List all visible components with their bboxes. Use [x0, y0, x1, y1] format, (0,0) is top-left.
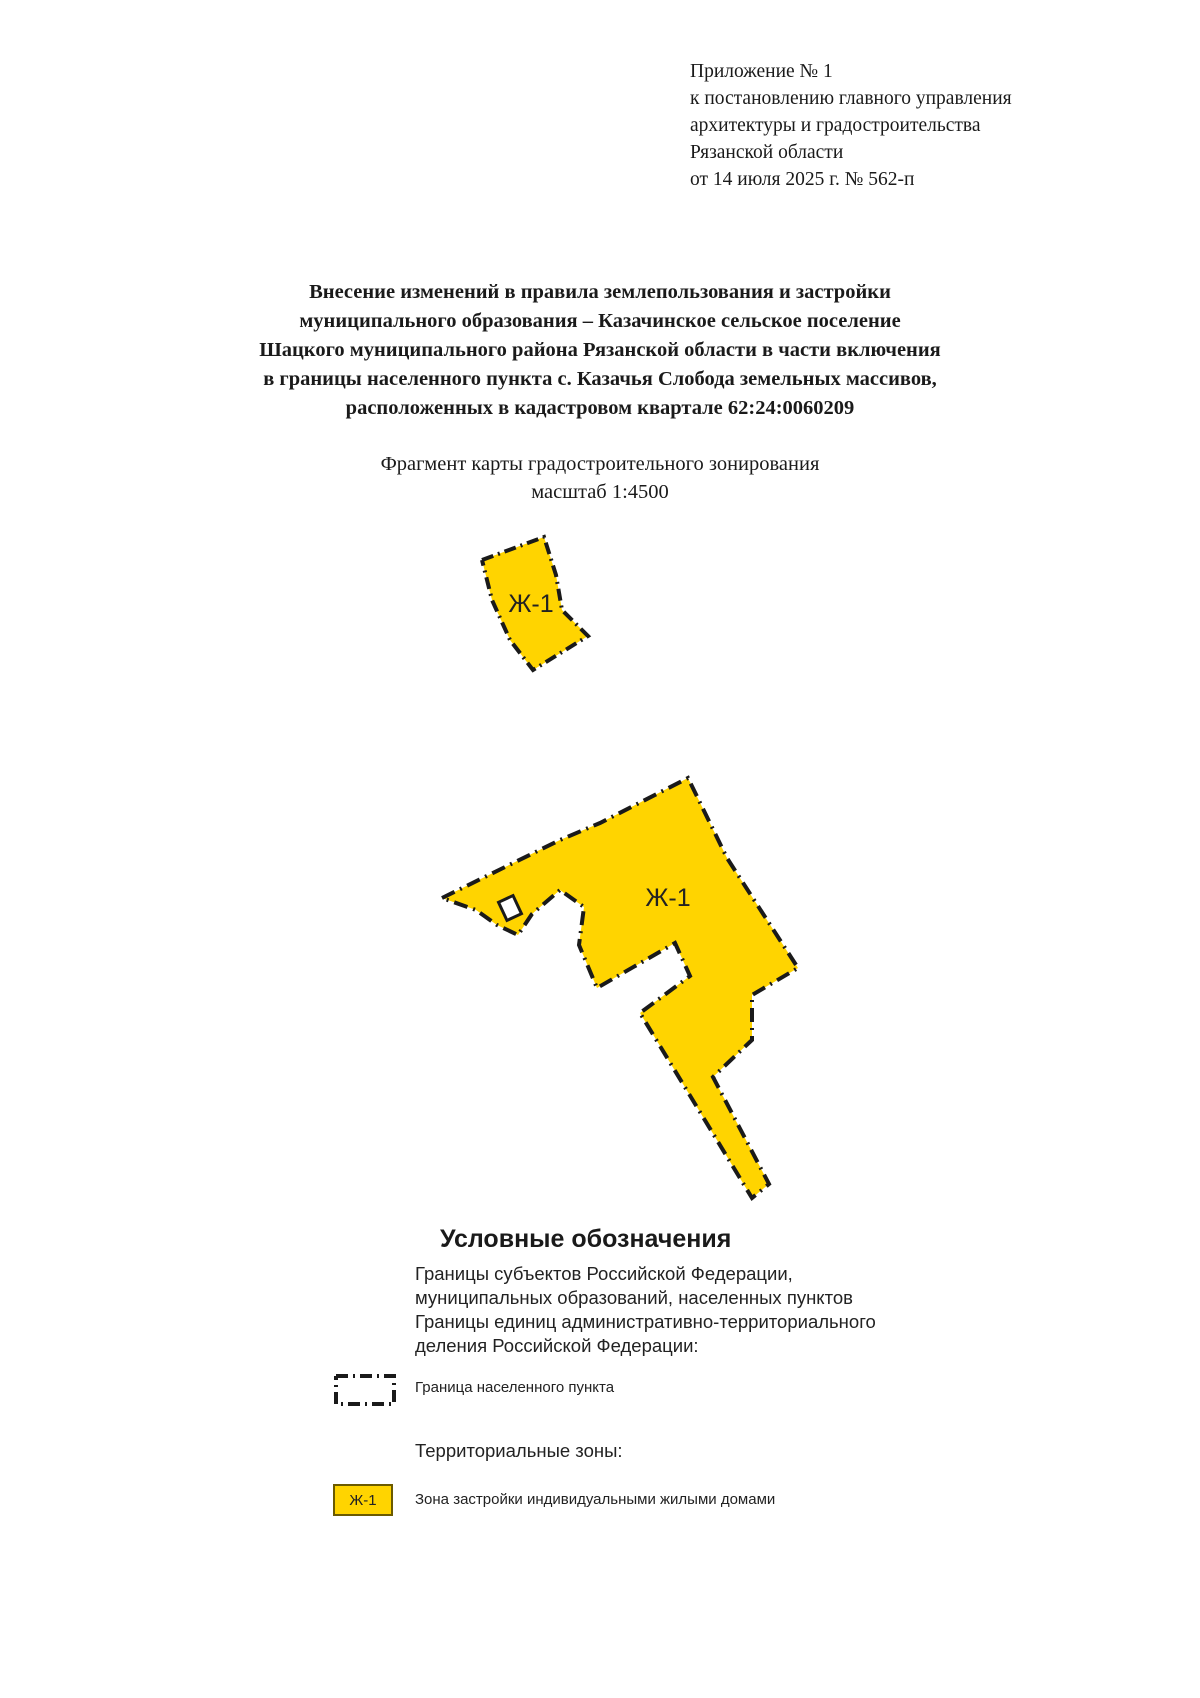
legend-admin-line: Границы единиц административно-территориального	[415, 1311, 876, 1332]
subtitle-line: Фрагмент карты градостроительного зонирования	[380, 453, 820, 475]
zone-swatch-code: Ж-1	[349, 1491, 377, 1509]
title-line: расположенных в кадастровом квартале 62:24:0060209	[345, 397, 855, 419]
scale-label: масштаб 1:4500	[531, 481, 669, 503]
title-line: в границы населенного пункта с. Казачья Слобода земельных массивов,	[263, 368, 937, 390]
legend-subjects	[415, 1262, 853, 1310]
legend-zone-label: Зона застройки индивидуальными жилыми домами	[415, 1491, 776, 1508]
legend-title: Условные обозначения	[440, 1225, 732, 1253]
zone-label-south: Ж-1	[645, 884, 691, 912]
title-line: Шацкого муниципального района Рязанской области в части включения	[259, 339, 941, 361]
appendix-line: Рязанской области	[690, 142, 844, 163]
legend-boundary-label: Граница населенного пункта	[415, 1379, 615, 1396]
zone-label-north: Ж-1	[508, 590, 554, 618]
title-line: Внесение изменений в правила землепользования и застройки	[309, 281, 891, 303]
legend-admin-line: деления Российской Федерации:	[415, 1335, 699, 1356]
appendix-line: архитектуры и градостроительства	[690, 115, 981, 136]
legend-admin	[415, 1310, 876, 1358]
appendix-line: к постановлению главного управления	[690, 88, 1012, 109]
appendix-line: Приложение № 1	[690, 61, 833, 82]
title-line: муниципального образования – Казачинское сельское поселение	[299, 310, 901, 332]
zone-swatch	[333, 1484, 393, 1516]
legend-subjects-line: муниципальных образований, населенных пунктов	[415, 1287, 853, 1308]
appendix-line: от 14 июля 2025 г. № 562-п	[690, 169, 915, 190]
legend-subjects-line: Границы субъектов Российской Федерации,	[415, 1263, 793, 1284]
legend-territorial-zones: Территориальные зоны:	[415, 1440, 623, 1461]
boundary-swatch-icon	[332, 1372, 398, 1408]
